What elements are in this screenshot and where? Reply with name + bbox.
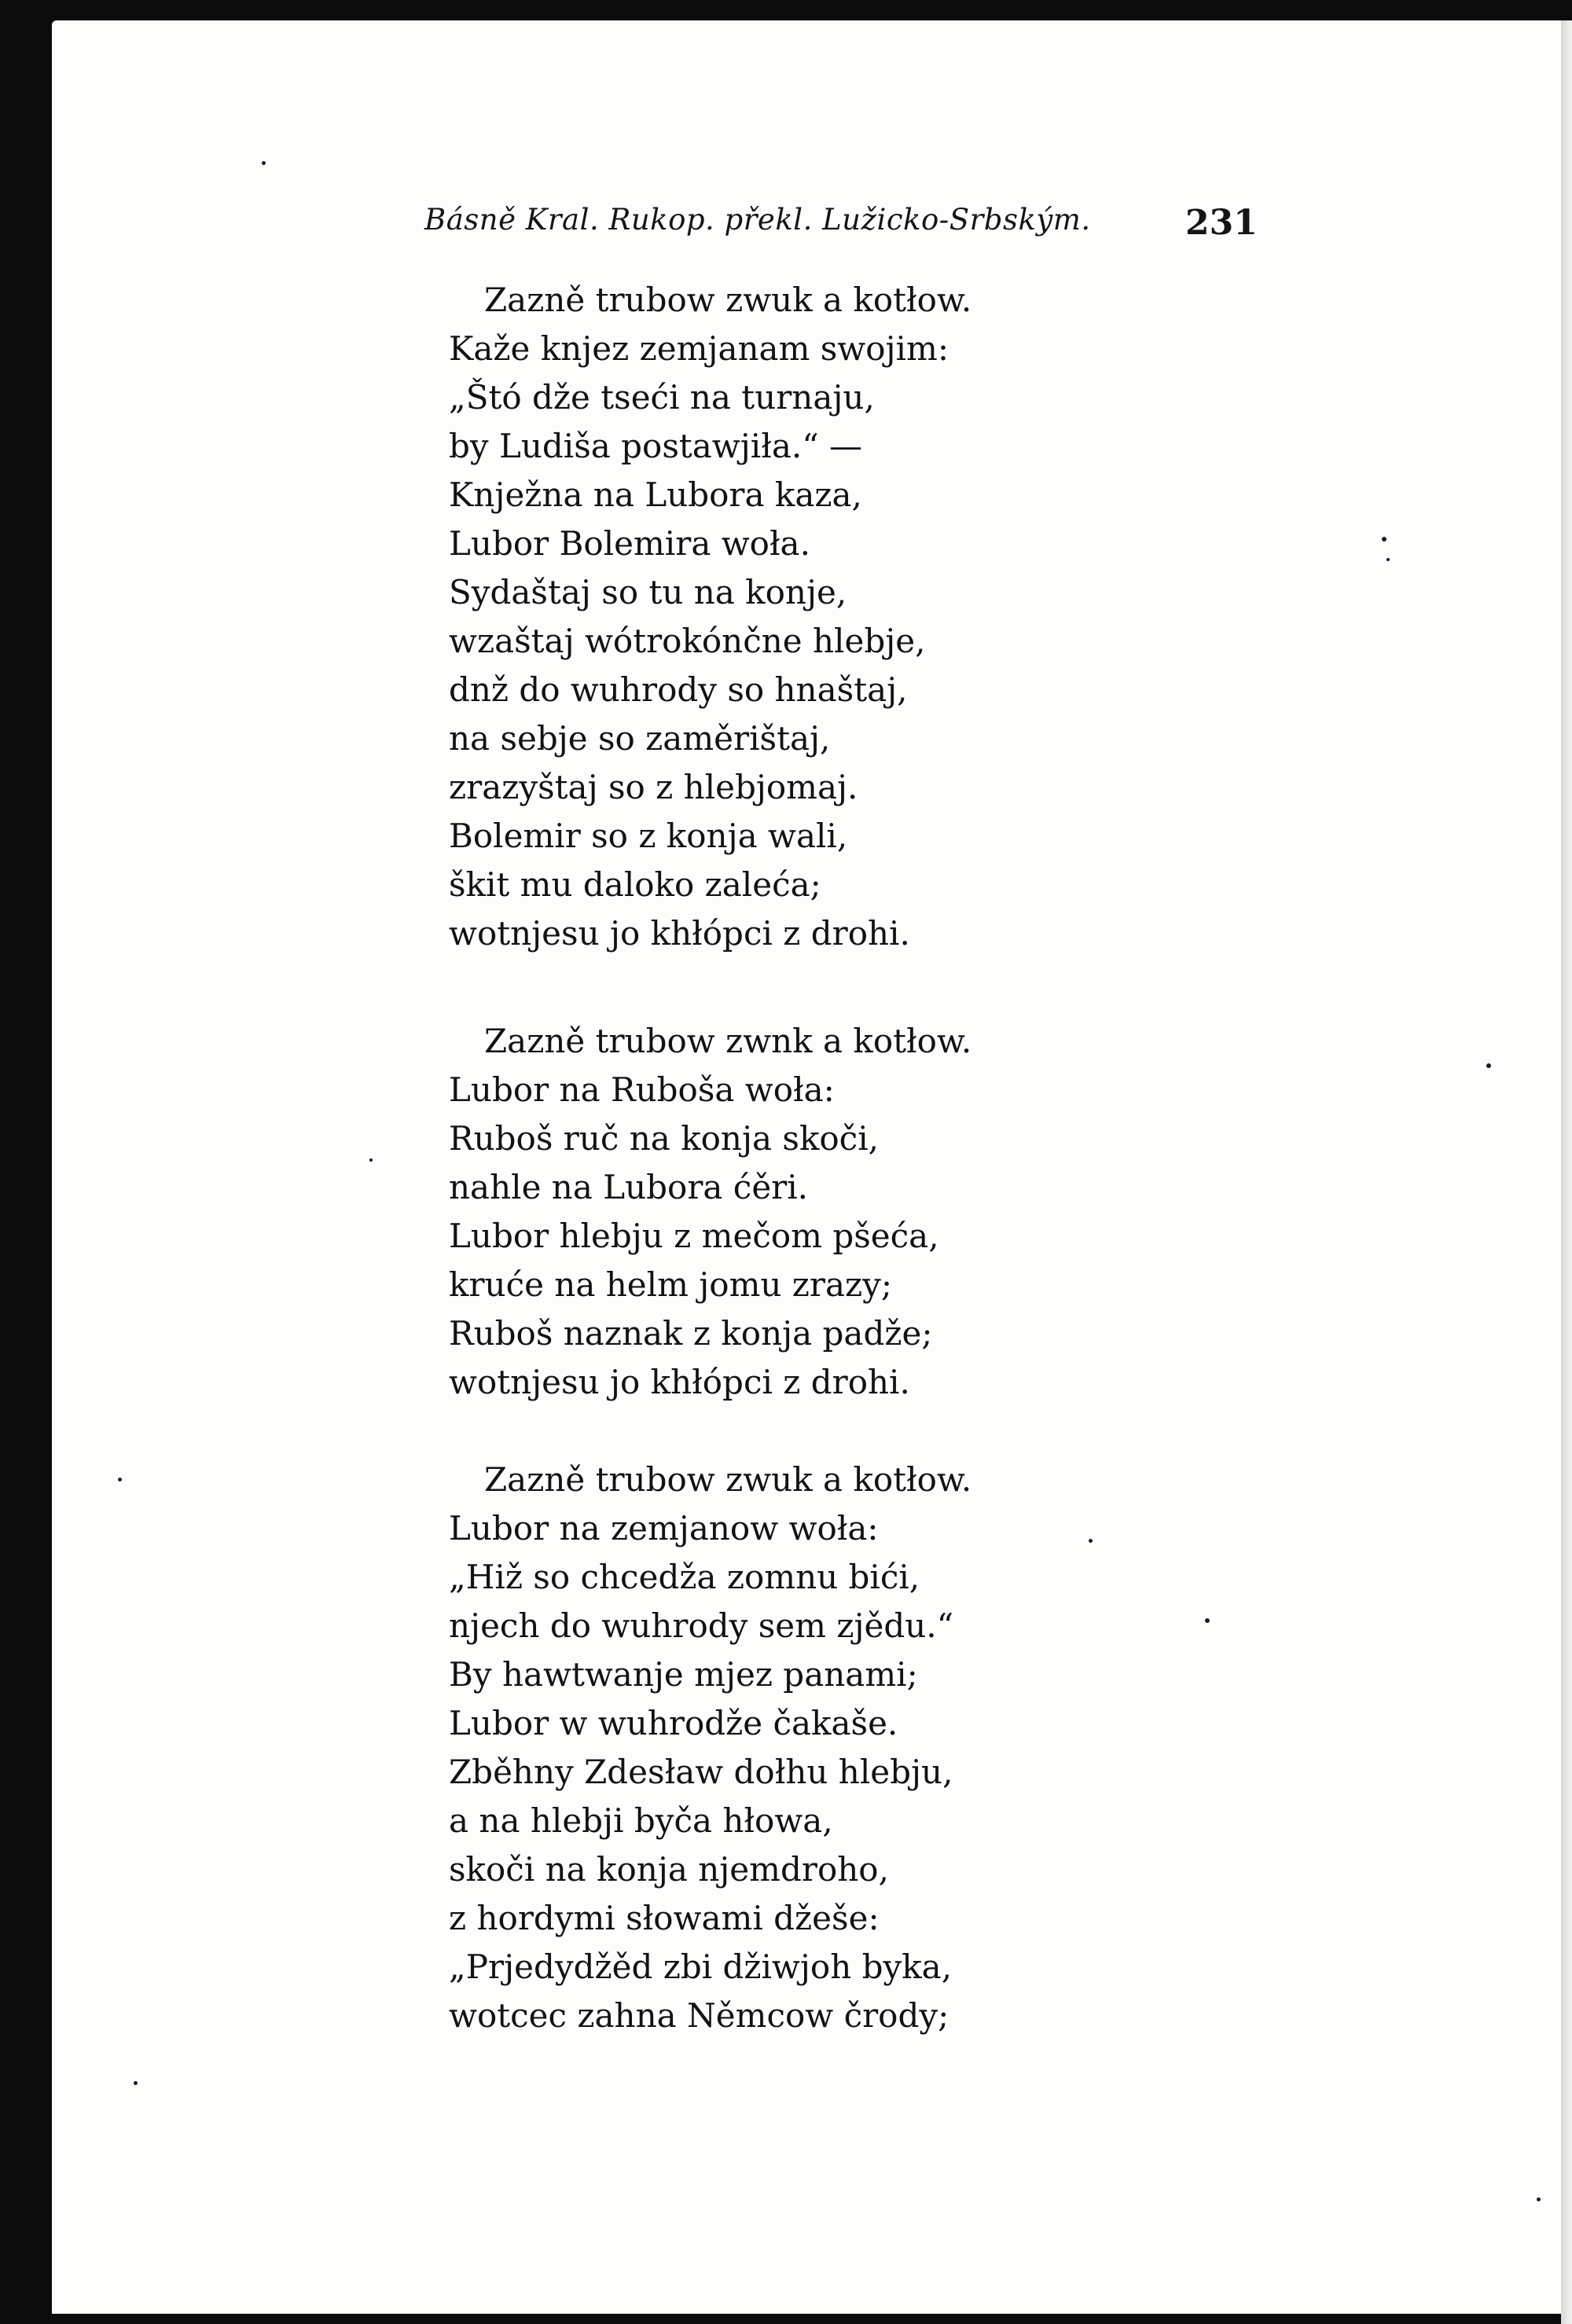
verse-line: Lubor hlebju z mečom pšeća, bbox=[449, 1217, 939, 1255]
page-number: 231 bbox=[1185, 203, 1258, 243]
stanza-3 bbox=[449, 1456, 971, 2040]
verse-line: wotnjesu jo khłópci z drohi. bbox=[449, 914, 910, 953]
verse-line: Lubor na Ruboša woła: bbox=[449, 1070, 835, 1109]
scan-speck bbox=[1205, 1618, 1210, 1623]
verse-line: „Prjedydžěd zbi džiwjoh byka, bbox=[449, 1948, 953, 1986]
verse-line: Sydaštaj so tu na konje, bbox=[449, 573, 847, 611]
scan-speck bbox=[1089, 1539, 1093, 1543]
verse-line: Lubor Bolemira woła. bbox=[449, 524, 810, 563]
scan-speck bbox=[134, 2081, 138, 2085]
page-edge bbox=[1561, 20, 1572, 2324]
verse-line: Lubor na zemjanow woła: bbox=[449, 1509, 879, 1547]
scan-speck bbox=[1486, 1063, 1491, 1068]
scan-speck bbox=[1537, 2197, 1541, 2201]
verse-line: wzaštaj wótrokónčne hlebje, bbox=[449, 622, 926, 660]
verse-line: Zazně trubow zwuk a kotłow. bbox=[484, 281, 972, 319]
verse-line: nahle na Lubora ćěri. bbox=[449, 1168, 809, 1206]
verse-line: Ruboš naznak z konja padže; bbox=[449, 1314, 933, 1353]
scan-speck bbox=[1382, 537, 1387, 542]
verse-line: njech do wuhrody sem zjědu.“ bbox=[449, 1606, 954, 1645]
scan-speck bbox=[1387, 558, 1390, 561]
verse-line: By hawtwanje mjez panami; bbox=[449, 1655, 918, 1694]
verse-line: škit mu daloko zaleća; bbox=[449, 865, 821, 904]
verse-line: zrazyštaj so z hlebjomaj. bbox=[449, 768, 858, 806]
stanza-2 bbox=[449, 1017, 971, 1407]
verse-line: „Hiž so chcedža zomnu bići, bbox=[449, 1558, 920, 1596]
verse-line: z hordymi słowami džeše: bbox=[449, 1899, 880, 1937]
verse-line: Ruboš ruč na konja skoči, bbox=[449, 1119, 879, 1158]
stanza-1 bbox=[449, 276, 971, 958]
verse-line: wotnjesu jo khłópci z drohi. bbox=[449, 1363, 910, 1401]
verse-line: dnž do wuhrody so hnaštaj, bbox=[449, 670, 908, 709]
scan-speck bbox=[118, 1478, 122, 1481]
verse-line: wotcec zahna Němcow črody; bbox=[449, 1996, 949, 2035]
verse-line: by Ludiša postawjiła.“ — bbox=[449, 427, 863, 465]
verse-line: Bolemir so z konja wali, bbox=[449, 817, 848, 855]
running-head: Básně Kral. Rukop. překl. Lužicko-Srbským. bbox=[424, 203, 1091, 237]
verse-line: Kaže knjez zemjanam swojim: bbox=[449, 329, 949, 368]
scan-speck bbox=[369, 1158, 373, 1162]
scan-speck bbox=[262, 161, 266, 165]
verse-line: „Štó dže tseći na turnaju, bbox=[449, 378, 875, 417]
verse-line: a na hlebji byča hłowa, bbox=[449, 1801, 833, 1840]
verse-line: na sebje so zaměrištaj, bbox=[449, 719, 831, 758]
verse-line: Lubor w wuhrodže čakaše. bbox=[449, 1704, 898, 1742]
verse-line: kruće na helm jomu zrazy; bbox=[449, 1265, 893, 1304]
verse-line: skoči na konja njemdroho, bbox=[449, 1850, 889, 1889]
verse-line: Zběhny Zdesław dołhu hlebju, bbox=[449, 1753, 953, 1791]
verse-line: Zazně trubow zwnk a kotłow. bbox=[484, 1022, 972, 1060]
verse-line: Knježna na Lubora kaza, bbox=[449, 475, 862, 514]
verse-line: Zazně trubow zwuk a kotłow. bbox=[484, 1460, 972, 1499]
